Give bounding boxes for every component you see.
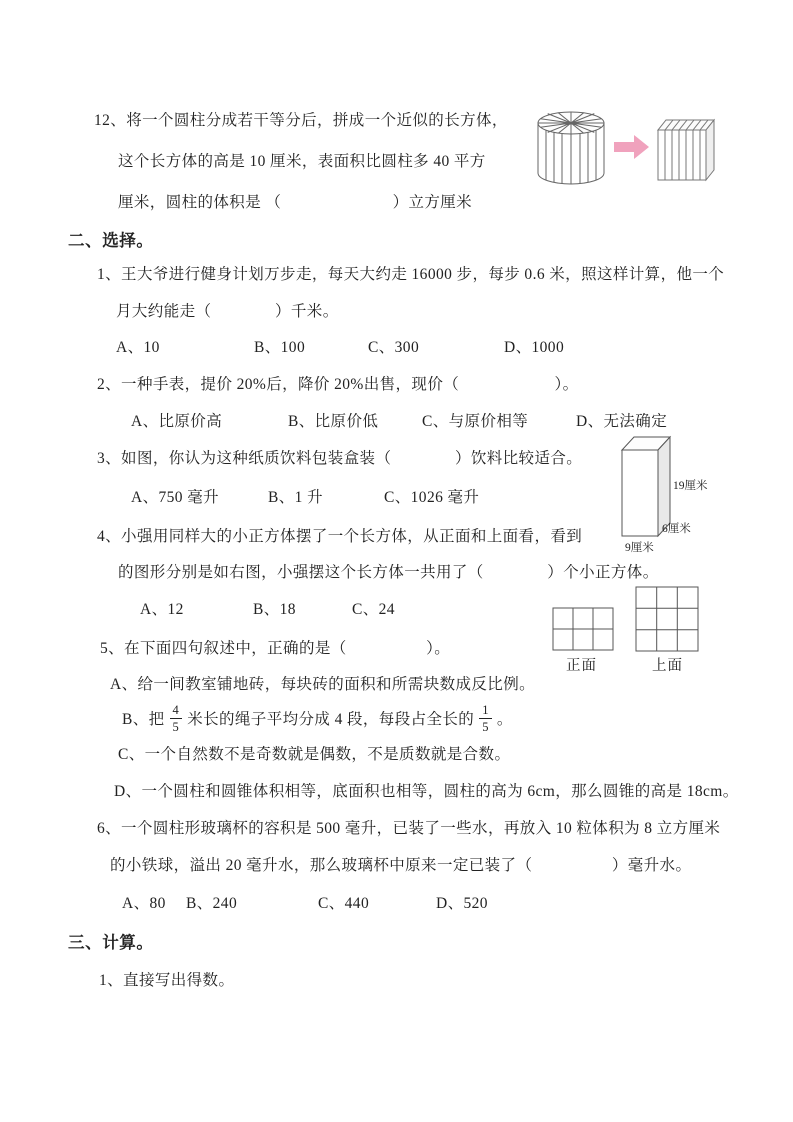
q5-option-a: A、给一间教室铺地砖，每块砖的面积和所需块数成反比例。 (110, 676, 535, 693)
q6-line-2: 的小铁球，溢出 20 毫升水，那么玻璃杯中原来一定已装了（ ）毫升水。 (110, 857, 692, 874)
q3-option-a: A、750 毫升 (131, 489, 220, 506)
q6-option-b: B、240 (186, 895, 238, 912)
q1-option-c: C、300 (368, 339, 420, 356)
q4-line-1: 4、小强用同样大的小正方体摆了一个长方体，从正面和上面看，看到 (97, 528, 583, 545)
q5b-suffix: 。 (496, 711, 513, 728)
q5-option-d: D、一个圆柱和圆锥体积相等，底面积也相等，圆柱的高为 6cm，那么圆锥的高是 18cm。 (114, 783, 739, 800)
cylinder-figure-svg (534, 106, 716, 194)
q1-option-b: B、100 (254, 339, 306, 356)
fraction-numerator: 4 (170, 703, 183, 719)
q6-line-1: 6、一个圆柱形玻璃杯的容积是 500 毫升，已装了一些水，再放入 10 粒体积为 8 立方厘米 (97, 820, 721, 837)
q2-option-b: B、比原价低 (288, 413, 379, 430)
q2-option-c: C、与原价相等 (422, 413, 529, 430)
box-width-label: 9厘米 (625, 542, 654, 554)
pink-arrow-icon (614, 135, 649, 159)
cylinder-to-prism-figure (534, 106, 716, 194)
fraction-numerator: 1 (479, 703, 492, 719)
front-view-grid (552, 607, 615, 652)
q5b-prefix: B、把 (122, 711, 165, 728)
q12-line-2: 这个长方体的高是 10 厘米，表面积比圆柱多 40 平方 (118, 153, 486, 170)
fraction-one-fifth (479, 703, 492, 734)
fraction-four-fifths (170, 703, 183, 734)
q3-option-b: B、1 升 (268, 489, 323, 506)
q1-option-a: A、10 (116, 339, 160, 356)
cylinder-icon (538, 112, 604, 184)
fraction-denominator: 5 (482, 719, 489, 734)
sliced-prism-icon (658, 120, 714, 180)
q3-line-1: 3、如图，你认为这种纸质饮料包装盒装（ ）饮料比较适合。 (97, 450, 583, 467)
q12-line-3: 厘米，圆柱的体积是 （ ）立方厘米 (118, 194, 473, 211)
top-view-label: 上面 (652, 658, 683, 674)
q5b-mid: 米长的绳子平均分成 4 段，每段占全长的 (187, 711, 475, 728)
fraction-denominator: 5 (172, 719, 180, 734)
q12-line-1: 12、将一个圆柱分成若干等分后，拼成一个近似的长方体， (94, 112, 508, 129)
q4-option-a: A、12 (140, 601, 184, 618)
section-3-item-1: 1、直接写出得数。 (99, 972, 235, 989)
q5-line-1: 5、在下面四句叙述中，正确的是（ ）。 (100, 640, 451, 657)
q1-line-2: 月大约能走（ ）千米。 (116, 303, 339, 320)
q2-option-a: A、比原价高 (131, 413, 223, 430)
q6-option-d: D、520 (436, 895, 488, 912)
q5-option-c: C、一个自然数不是奇数就是偶数，不是质数就是合数。 (118, 746, 511, 763)
q1-option-d: D、1000 (504, 339, 565, 356)
front-view-label: 正面 (566, 658, 597, 674)
top-view-grid (635, 586, 700, 653)
q6-option-a: A、80 (122, 895, 166, 912)
box-height-label: 19厘米 (673, 480, 708, 492)
section-3-title: 三、计算。 (68, 933, 154, 952)
views-figure (540, 584, 715, 679)
q4-line-2: 的图形分别是如右图，小强摆这个长方体一共用了（ ）个小正方体。 (118, 564, 659, 581)
juice-box-figure (616, 434, 736, 554)
q3-option-c: C、1026 毫升 (384, 489, 480, 506)
q2-option-d: D、无法确定 (576, 413, 668, 430)
section-2-title: 二、选择。 (68, 231, 154, 250)
q1-line-1: 1、王大爷进行健身计划万步走，每天大约走 16000 步，每步 0.6 米，照这样计算，他一个 (97, 266, 725, 283)
q6-option-c: C、440 (318, 895, 370, 912)
q5-option-b (122, 701, 513, 735)
q4-option-c: C、24 (352, 601, 395, 618)
box-depth-label: 6厘米 (662, 523, 691, 535)
q4-option-b: B、18 (253, 601, 296, 618)
q2-line-1: 2、一种手表，提价 20%后，降价 20%出售，现价（ ）。 (97, 376, 579, 393)
